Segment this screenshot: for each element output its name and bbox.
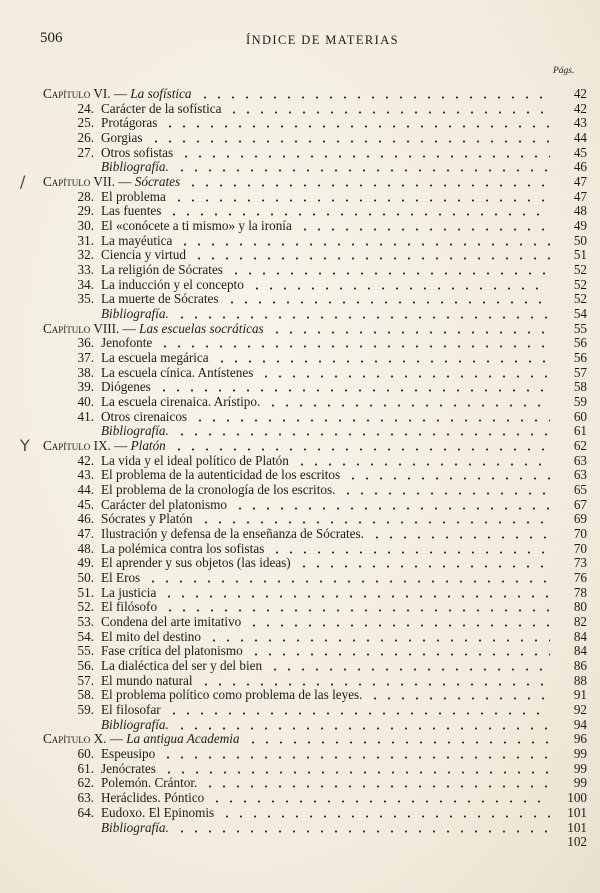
toc-entry	[0, 350, 600, 366]
chapter-heading	[0, 321, 600, 337]
page-ref: 99	[573, 746, 587, 762]
page-ref: 102	[567, 834, 587, 850]
dot-leader	[175, 169, 550, 172]
page-ref: 47	[573, 174, 587, 190]
entry-title: El filosofar	[101, 702, 161, 718]
toc-entry	[0, 585, 600, 601]
entry-number: 44.	[77, 482, 94, 498]
chapter-heading	[0, 731, 600, 747]
entry-number: 27.	[77, 144, 94, 160]
dot-leader	[233, 507, 550, 510]
page-ref: 56	[573, 335, 587, 351]
entry-number: 49.	[77, 555, 94, 571]
entry-title: El problema	[101, 188, 166, 204]
entry-title: El problema político como problema de las leyes.	[101, 687, 363, 703]
bibliography-entry	[0, 820, 600, 836]
entry-title: La mayéutica	[101, 232, 173, 248]
page-ref: 56	[573, 350, 587, 366]
dot-leader	[210, 800, 550, 803]
page-ref: 42	[573, 100, 587, 116]
bibliography-entry	[0, 717, 600, 733]
dot-leader	[198, 96, 550, 99]
dot-leader	[162, 595, 550, 598]
dot-leader	[266, 404, 550, 407]
entry-title: La vida y el ideal político de Platón	[101, 452, 289, 468]
chapter-title	[43, 731, 240, 747]
page-ref: 101	[567, 819, 587, 835]
page-ref: 80	[573, 599, 587, 615]
entry-title: Heráclides. Póntico	[101, 790, 205, 806]
page-number: 506	[40, 30, 63, 46]
entry-title: La escuela cínica. Antístenes	[101, 364, 254, 380]
entry-number: 45.	[77, 496, 94, 512]
dot-leader	[175, 727, 550, 730]
page-ref: 94	[573, 716, 587, 732]
entry-number: 28.	[77, 188, 94, 204]
dot-leader	[167, 213, 550, 216]
toc-entry	[0, 467, 600, 483]
toc-entry	[0, 497, 600, 513]
entry-title: La escuela megárica	[101, 350, 209, 366]
chapter-label: Capítulo VII. —	[43, 174, 132, 190]
toc-entry	[0, 379, 600, 395]
page-ref: 99	[573, 775, 587, 791]
toc-entry	[0, 218, 600, 234]
bibliography-entry	[0, 423, 600, 439]
dot-leader	[157, 389, 550, 392]
toc-entry	[0, 555, 600, 571]
page-ref: 59	[573, 394, 587, 410]
toc-entry	[0, 262, 600, 278]
dot-leader	[162, 771, 550, 774]
page-ref: 76	[573, 570, 587, 586]
entry-number: 48.	[77, 540, 94, 556]
toc-entry	[0, 247, 600, 263]
page-ref: 54	[573, 306, 587, 322]
page-ref: 60	[573, 408, 587, 424]
dot-leader	[259, 375, 550, 378]
page-ref: 69	[573, 511, 587, 527]
dot-leader	[268, 668, 550, 671]
dot-leader	[178, 243, 550, 246]
entry-title: El mundo natural	[101, 672, 193, 688]
entry-number: 61.	[77, 760, 94, 776]
toc-entry	[0, 394, 600, 410]
page-ref: 96	[573, 731, 587, 747]
page-ref: 70	[573, 526, 587, 542]
entry-number: 40.	[77, 394, 94, 410]
dot-leader	[175, 830, 550, 833]
entry-number: 33.	[77, 262, 94, 278]
entry-number: 60.	[77, 746, 94, 762]
dot-leader	[161, 756, 550, 759]
chapter-subject: Las escuelas socráticas	[139, 320, 264, 336]
entry-number: 37.	[77, 350, 94, 366]
page-ref: 78	[573, 584, 587, 600]
page-ref: 88	[573, 672, 587, 688]
toc-entry	[0, 526, 600, 542]
entry-title: Polemón. Crántor.	[101, 775, 198, 791]
entry-title: Sócrates y Platón	[101, 511, 193, 527]
chapter-subject: La antigua Academia	[126, 731, 240, 747]
dot-leader	[249, 653, 550, 656]
entry-title: El problema de la cronología de los escritos.	[101, 482, 336, 498]
page-ref: 84	[573, 643, 587, 659]
toc-entry	[0, 145, 600, 161]
toc-entry	[0, 277, 600, 293]
page-ref: 44	[573, 130, 587, 145]
page-ref: 86	[573, 658, 587, 674]
entry-number: 30.	[77, 218, 94, 234]
page-ref: 82	[573, 614, 587, 630]
page-ref: 62	[573, 438, 587, 454]
entry-title: La muerte de Sócrates	[101, 291, 219, 307]
dot-leader	[227, 111, 550, 114]
dot-leader	[220, 815, 550, 818]
entry-number: 39.	[77, 379, 94, 395]
entry-number: 35.	[77, 291, 94, 307]
page-ref: 99	[573, 760, 587, 776]
entry-title: La escuela cirenaica. Arístipo.	[101, 394, 261, 410]
dot-leader	[175, 316, 550, 319]
entry-number: 43.	[77, 467, 94, 483]
toc-entry	[0, 409, 600, 425]
page-ref: 52	[573, 291, 587, 307]
bibliography-label: Bibliografía.	[101, 159, 169, 175]
dot-leader	[270, 551, 550, 554]
toc-entry	[0, 365, 600, 381]
entry-number: 51.	[77, 584, 94, 600]
dot-leader	[192, 257, 550, 260]
entry-title: Ciencia y virtud	[101, 247, 186, 263]
handwritten-mark: Y	[20, 436, 30, 456]
handwritten-mark: /	[20, 172, 26, 192]
dot-leader	[225, 301, 550, 304]
entry-title: Espeusipo	[101, 746, 156, 762]
entry-title: Ilustración y defensa de la enseñanza de Sócrates.	[101, 526, 364, 542]
entry-number: 24.	[77, 100, 94, 116]
entry-number: 32.	[77, 247, 94, 263]
dot-leader	[163, 609, 550, 612]
pages-column-label: Págs.	[553, 66, 575, 76]
entry-title: La dialéctica del ser y del bien	[101, 658, 263, 674]
toc-entry	[0, 291, 600, 307]
entry-title: Jenofonte	[101, 335, 153, 351]
toc-entry	[0, 761, 600, 777]
chapter-label: Capítulo IX. —	[43, 438, 128, 454]
entry-title: Protágoras	[101, 115, 158, 131]
dot-leader	[247, 624, 550, 627]
entry-title: El mito del destino	[101, 628, 201, 644]
dot-leader	[368, 697, 550, 700]
dot-leader	[172, 199, 550, 202]
dot-leader	[199, 521, 550, 524]
page-ref: 91	[573, 687, 587, 703]
entry-number: 25.	[77, 115, 94, 131]
entry-number: 59.	[77, 702, 94, 718]
entry-title: Fase crítica del platonismo	[101, 643, 243, 659]
page-ref: 52	[573, 276, 587, 292]
bibliography-label: Bibliografía.	[101, 716, 169, 732]
entry-title: Otros sofistas	[101, 144, 174, 160]
toc-entry	[0, 570, 600, 586]
entry-number: 36.	[77, 335, 94, 351]
entry-number: 54.	[77, 628, 94, 644]
page-ref: 92	[573, 702, 587, 718]
toc-entry	[0, 335, 600, 351]
entry-title: Jenócrates	[101, 760, 156, 776]
chapter-title	[43, 86, 192, 102]
entry-title: La justicia	[101, 584, 157, 600]
trailing-page-entry	[0, 834, 600, 850]
entry-number: 47.	[77, 526, 94, 542]
entry-title: El Eros	[101, 570, 141, 586]
toc-entry	[0, 115, 600, 131]
dot-leader	[179, 155, 550, 158]
toc-entry	[0, 541, 600, 557]
dot-leader	[246, 741, 550, 744]
toc-entry	[0, 790, 600, 806]
page-ref: 42	[573, 86, 587, 101]
toc-entry	[0, 189, 600, 205]
entry-title: Eudoxo. El Epinomis	[101, 804, 215, 820]
dot-leader	[175, 433, 550, 436]
dot-leader	[203, 785, 550, 788]
toc-entry	[0, 203, 600, 219]
bibliography-entry	[0, 159, 600, 175]
dot-leader	[193, 419, 550, 422]
page-ref: 55	[573, 320, 587, 336]
toc-entry	[0, 482, 600, 498]
toc-entry	[0, 130, 600, 146]
toc-entry	[0, 614, 600, 630]
page-ref: 61	[573, 423, 587, 439]
page-ref: 67	[573, 496, 587, 512]
entry-title: Las fuentes	[101, 203, 162, 219]
toc-entry	[0, 673, 600, 689]
toc-entry	[0, 702, 600, 718]
page-ref: 70	[573, 540, 587, 556]
entry-number: 46.	[77, 511, 94, 527]
page-ref: 84	[573, 628, 587, 644]
page-ref: 63	[573, 467, 587, 483]
dot-leader	[215, 360, 550, 363]
toc-entry	[0, 643, 600, 659]
dot-leader	[295, 463, 550, 466]
chapter-label: Capítulo X. —	[43, 731, 123, 747]
page-ref: 47	[573, 188, 587, 204]
entry-number: 41.	[77, 408, 94, 424]
page-ref: 51	[573, 247, 587, 263]
entry-number: 34.	[77, 276, 94, 292]
entry-number: 63.	[77, 790, 94, 806]
entry-number: 62.	[77, 775, 94, 791]
chapter-title	[43, 321, 264, 337]
dot-leader	[158, 345, 550, 348]
entry-number: 42.	[77, 452, 94, 468]
entry-title: Carácter del platonismo	[101, 496, 227, 512]
chapter-subject: Platón	[130, 438, 166, 454]
dot-leader	[207, 639, 550, 642]
page-ref: 43	[573, 115, 587, 131]
toc-entry	[0, 101, 600, 117]
entry-title: El aprender y sus objetos (las ideas)	[101, 555, 291, 571]
entry-number: 26.	[77, 130, 94, 145]
page-ref: 100	[567, 790, 587, 806]
chapter-subject: La sofística	[130, 86, 192, 101]
entry-number: 56.	[77, 658, 94, 674]
toc-entry	[0, 687, 600, 703]
entry-title: Diógenes	[101, 379, 151, 395]
page-ref: 101	[567, 804, 587, 820]
entry-number: 64.	[77, 804, 94, 820]
chapter-subject: Sócrates	[134, 174, 181, 190]
bibliography-entry	[0, 306, 600, 322]
dot-leader	[163, 125, 550, 128]
page-ref: 46	[573, 159, 587, 175]
toc-entry	[0, 599, 600, 615]
entry-number: 57.	[77, 672, 94, 688]
entry-number: 52.	[77, 599, 94, 615]
entry-title: Carácter de la sofística	[101, 100, 222, 116]
chapter-label: Capítulo VI. —	[43, 86, 128, 101]
entry-number: 31.	[77, 232, 94, 248]
running-title: ÍNDICE DE MATERIAS	[246, 33, 399, 47]
chapter-title	[43, 174, 180, 190]
entry-title: El «conócete a ti mismo» y la ironía	[101, 218, 292, 234]
page-ref: 65	[573, 482, 587, 498]
entry-title: La polémica contra los sofistas	[101, 540, 265, 556]
toc-entry	[0, 629, 600, 645]
chapter-heading	[0, 174, 600, 190]
page-ref: 57	[573, 364, 587, 380]
toc-entry	[0, 658, 600, 674]
toc-entry	[0, 511, 600, 527]
toc-entry	[0, 233, 600, 249]
entry-title: Condena del arte imitativo	[101, 614, 242, 630]
dot-leader	[346, 477, 550, 480]
dot-leader	[297, 565, 550, 568]
dot-leader	[146, 580, 550, 583]
entry-number: 29.	[77, 203, 94, 219]
entry-title: El filósofo	[101, 599, 158, 615]
entry-number: 53.	[77, 614, 94, 630]
page-ref: 48	[573, 203, 587, 219]
dot-leader	[167, 712, 550, 715]
page-ref: 49	[573, 218, 587, 234]
page-ref: 45	[573, 144, 587, 160]
toc-entry	[0, 746, 600, 762]
dot-leader	[229, 272, 550, 275]
entry-title: La inducción y el concepto	[101, 276, 244, 292]
entry-number: 58.	[77, 687, 94, 703]
dot-leader	[341, 492, 550, 495]
entry-title: El problema de la autenticidad de los escritos	[101, 467, 341, 483]
bibliography-label: Bibliografía.	[101, 306, 169, 322]
dot-leader	[172, 448, 550, 451]
entry-title: Gorgias	[101, 130, 143, 145]
page-ref: 73	[573, 555, 587, 571]
entry-number: 55.	[77, 643, 94, 659]
dot-leader	[250, 287, 550, 290]
toc-entry	[0, 453, 600, 469]
dot-leader	[199, 683, 550, 686]
entry-title: La religión de Sócrates	[101, 262, 223, 278]
page-ref: 52	[573, 262, 587, 278]
bibliography-label: Bibliografía.	[101, 423, 169, 439]
entry-title: Otros cirenaicos	[101, 408, 188, 424]
chapter-heading	[0, 438, 600, 454]
dot-leader	[270, 331, 550, 334]
entry-number: 38.	[77, 364, 94, 380]
toc-entry	[0, 775, 600, 791]
page-ref: 50	[573, 232, 587, 248]
dot-leader	[186, 184, 550, 187]
chapter-title	[43, 438, 166, 454]
bibliography-label: Bibliografía.	[101, 819, 169, 835]
page-ref: 58	[573, 379, 587, 395]
dot-leader	[370, 536, 550, 539]
chapter-heading	[0, 86, 600, 102]
entry-number: 50.	[77, 570, 94, 586]
dot-leader	[149, 140, 550, 143]
page-ref: 63	[573, 452, 587, 468]
chapter-label: Capítulo VIII. —	[43, 320, 136, 336]
dot-leader	[298, 228, 550, 231]
toc-entry	[0, 805, 600, 821]
